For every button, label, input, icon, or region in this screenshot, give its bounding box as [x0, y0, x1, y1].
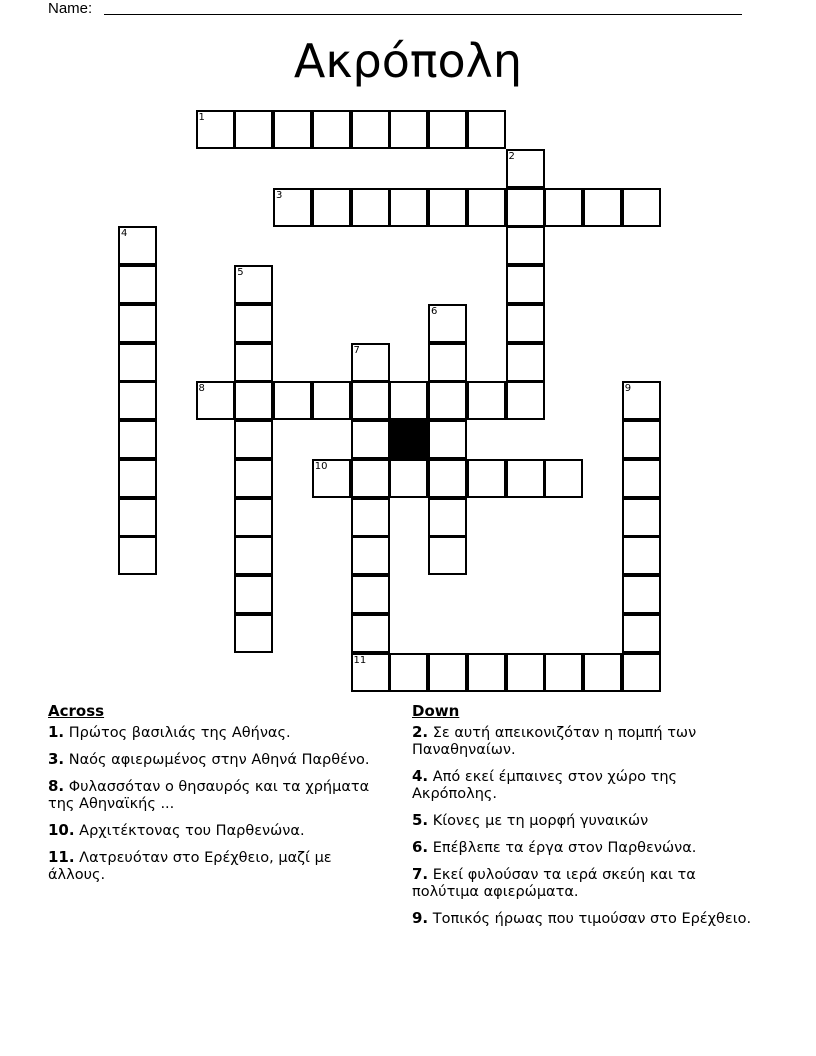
crossword-cell[interactable] [428, 381, 467, 420]
clue-text: Εκεί φυλούσαν τα ιερά σκεύη και τα πολύτιμα αφιερώματα. [412, 867, 696, 900]
crossword-cell[interactable] [234, 343, 273, 382]
clue-text: Φυλασσόταν ο θησαυρός και τα χρήματα της Αθηναϊκής ... [48, 779, 370, 812]
clue-number: 7. [412, 865, 429, 883]
down-clue [412, 910, 752, 928]
across-clue [48, 724, 388, 742]
name-label: Name: [48, 0, 93, 17]
crossword-cell[interactable] [273, 381, 312, 420]
clue-text: Σε αυτή απεικονιζόταν η πομπή των Παναθηναίων. [412, 725, 697, 758]
across-clue [48, 822, 388, 840]
clue-text: Από εκεί έμπαινες στον χώρο της Ακρόπολης. [412, 769, 678, 802]
clue-number: 9. [412, 909, 429, 927]
crossword-cell[interactable] [118, 459, 157, 498]
down-clue [412, 724, 752, 759]
crossword-cell[interactable] [506, 343, 545, 382]
crossword-cell[interactable] [312, 381, 351, 420]
crossword-cell[interactable] [389, 188, 428, 227]
clue-text: Επέβλεπε τα έργα στον Παρθενώνα. [428, 840, 697, 856]
crossword-cell[interactable] [389, 459, 428, 498]
crossword-cell[interactable] [506, 226, 545, 265]
clue-number: 10. [48, 821, 75, 839]
crossword-cell[interactable] [506, 265, 545, 304]
crossword-cell[interactable] [389, 110, 428, 149]
crossword-cell[interactable] [118, 343, 157, 382]
crossword-cell[interactable] [428, 188, 467, 227]
crossword-cell[interactable] [351, 343, 390, 382]
down-clue [412, 812, 752, 830]
clue-number: 6. [412, 838, 429, 856]
crossword-cell[interactable] [118, 304, 157, 343]
crossword-cell[interactable] [622, 381, 661, 420]
black-cell [389, 420, 428, 459]
crossword-cell[interactable] [467, 381, 506, 420]
crossword-cell[interactable] [351, 110, 390, 149]
crossword-cell[interactable] [544, 459, 583, 498]
across-clue [48, 778, 388, 813]
crossword-cell[interactable] [467, 188, 506, 227]
crossword-cell[interactable] [118, 265, 157, 304]
crossword-cell[interactable] [428, 304, 467, 343]
crossword-cell[interactable] [234, 420, 273, 459]
crossword-cell[interactable] [622, 575, 661, 614]
crossword-cell[interactable] [312, 188, 351, 227]
crossword-cell[interactable] [506, 653, 545, 692]
crossword-cell[interactable] [351, 498, 390, 537]
crossword-cell[interactable] [506, 381, 545, 420]
crossword-cell[interactable] [312, 110, 351, 149]
clue-number: 8. [48, 777, 65, 795]
crossword-cell[interactable] [118, 420, 157, 459]
clue-number: 4. [412, 767, 429, 785]
crossword-cell[interactable] [234, 265, 273, 304]
crossword-cell[interactable] [622, 459, 661, 498]
clue-number: 5. [412, 811, 429, 829]
crossword-cell[interactable] [622, 498, 661, 537]
crossword-cell[interactable] [506, 459, 545, 498]
clue-text: Αρχιτέκτονας του Παρθενώνα. [74, 823, 305, 839]
crossword-cell[interactable] [118, 381, 157, 420]
cell-number: 1 [198, 112, 205, 123]
crossword-cell[interactable] [351, 381, 390, 420]
crossword-cell[interactable] [351, 614, 390, 653]
crossword-cell[interactable] [622, 653, 661, 692]
crossword-cell[interactable] [351, 536, 390, 575]
crossword-cell[interactable] [467, 653, 506, 692]
crossword-cell[interactable] [467, 110, 506, 149]
crossword-cell[interactable] [622, 614, 661, 653]
down-clue [412, 768, 752, 803]
crossword-cell[interactable] [196, 381, 235, 420]
cell-number: 2 [508, 150, 515, 162]
clue-number: 1. [48, 723, 65, 741]
crossword-cell[interactable] [544, 653, 583, 692]
clue-text: Ναός αφιερωμένος στην Αθηνά Παρθένο. [64, 752, 370, 768]
crossword-cell[interactable] [273, 110, 312, 149]
crossword-cell[interactable] [234, 575, 273, 614]
crossword-cell[interactable] [118, 226, 157, 265]
crossword-cell[interactable] [428, 343, 467, 382]
crossword-cell[interactable] [312, 459, 351, 498]
crossword-cell[interactable] [351, 459, 390, 498]
crossword-cell[interactable] [234, 304, 273, 343]
crossword-cell[interactable] [234, 614, 273, 653]
across-clue [48, 751, 388, 769]
clue-number: 11. [48, 848, 75, 866]
crossword-cell[interactable] [428, 536, 467, 575]
crossword-cell[interactable] [544, 188, 583, 227]
crossword-cell[interactable] [389, 653, 428, 692]
cell-number: 3 [276, 189, 283, 201]
across-clue [48, 849, 388, 884]
clue-text: Κίονες με τη μορφή γυναικών [428, 813, 649, 829]
cell-number: 8 [198, 383, 205, 395]
crossword-cell[interactable] [622, 536, 661, 575]
crossword-cell[interactable] [234, 381, 273, 420]
crossword-cell[interactable] [351, 575, 390, 614]
crossword-cell[interactable] [506, 304, 545, 343]
down-clues [412, 703, 752, 937]
crossword-cell[interactable] [351, 653, 390, 692]
crossword-cell[interactable] [234, 536, 273, 575]
crossword-cell[interactable] [234, 110, 273, 149]
crossword-cell[interactable] [506, 149, 545, 188]
crossword-cell[interactable] [622, 420, 661, 459]
crossword-cell[interactable] [351, 420, 390, 459]
cell-number: 5 [237, 267, 244, 278]
clue-number: 3. [48, 750, 65, 768]
cell-number: 11 [353, 654, 367, 666]
cell-number: 6 [431, 305, 438, 317]
crossword-cell[interactable] [428, 653, 467, 692]
clue-text: Πρώτος βασιλιάς της Αθήνας. [64, 725, 291, 741]
crossword-cell[interactable] [428, 459, 467, 498]
clue-text: Τοπικός ήρωας που τιμούσαν στο Ερέχθειο. [428, 911, 752, 927]
cell-number: 7 [353, 344, 360, 356]
crossword-cell[interactable] [622, 188, 661, 227]
crossword-cell[interactable] [196, 110, 235, 149]
across-clues [48, 703, 388, 893]
cell-number: 4 [121, 228, 128, 240]
crossword-cell[interactable] [583, 188, 622, 227]
crossword-cell[interactable] [351, 188, 390, 227]
clue-number: 2. [412, 723, 429, 741]
page-title: Ακρόπολη [293, 34, 523, 88]
cell-number: 9 [624, 383, 632, 395]
crossword-cell[interactable] [428, 498, 467, 537]
crossword-cell[interactable] [234, 459, 273, 498]
across-heading: Across [48, 702, 105, 720]
crossword-cell[interactable] [428, 110, 467, 149]
clue-text: Λατρευόταν στο Ερέχθειο, μαζί με άλλους. [48, 850, 332, 883]
crossword-cell[interactable] [583, 653, 622, 692]
crossword-cell[interactable] [118, 498, 157, 537]
crossword-cell[interactable] [389, 381, 428, 420]
crossword-cell[interactable] [467, 459, 506, 498]
down-heading: Down [412, 702, 460, 720]
down-clue [412, 839, 752, 857]
crossword-cell[interactable] [506, 188, 545, 227]
crossword-cell[interactable] [234, 498, 273, 537]
crossword-cell[interactable] [118, 536, 157, 575]
crossword-cell[interactable] [428, 420, 467, 459]
cell-number: 10 [314, 460, 328, 472]
crossword-cell[interactable] [273, 188, 312, 227]
down-clue [412, 866, 752, 901]
